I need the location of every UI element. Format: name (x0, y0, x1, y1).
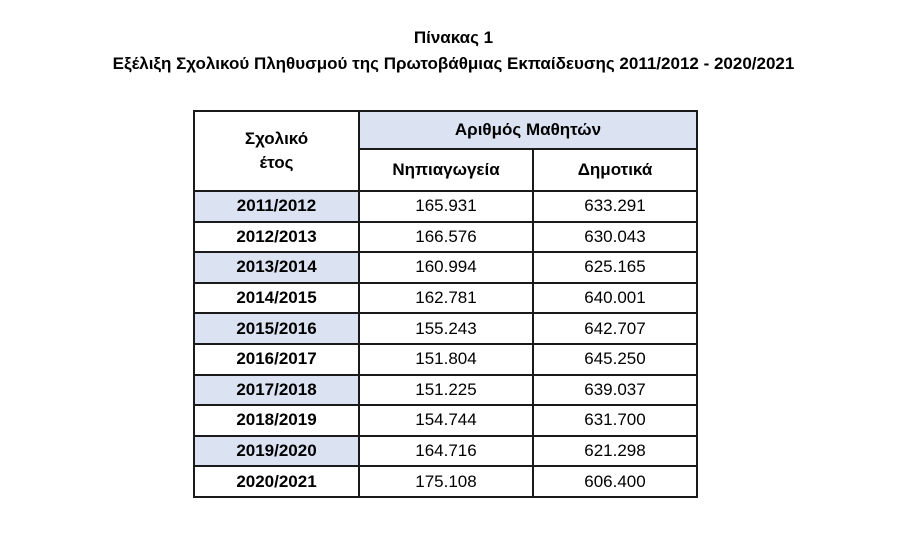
table-row (194, 466, 697, 497)
year-cell: 2018/2019 (194, 405, 359, 436)
kindergarten-cell: 165.931 (359, 191, 533, 222)
kindergarten-cell: 151.804 (359, 344, 533, 375)
kindergarten-cell: 162.781 (359, 283, 533, 314)
year-cell: 2013/2014 (194, 252, 359, 283)
year-cell: 2017/2018 (194, 375, 359, 406)
table-row (194, 344, 697, 375)
year-cell: 2014/2015 (194, 283, 359, 314)
primary-cell: 640.001 (533, 283, 697, 314)
primary-cell: 642.707 (533, 313, 697, 344)
students-table (193, 110, 698, 498)
table-caption: Πίνακας 1 (413, 28, 494, 47)
primary-cell: 606.400 (533, 466, 697, 497)
kindergarten-cell: 151.225 (359, 375, 533, 406)
kindergarten-cell: 175.108 (359, 466, 533, 497)
primary-cell: 631.700 (533, 405, 697, 436)
year-cell: 2015/2016 (194, 313, 359, 344)
year-cell: 2016/2017 (194, 344, 359, 375)
primary-cell: 639.037 (533, 375, 697, 406)
year-cell: 2012/2013 (194, 222, 359, 253)
students-count-header: Αριθμός Μαθητών (359, 111, 697, 149)
kindergarten-cell: 164.716 (359, 436, 533, 467)
primary-cell: 630.043 (533, 222, 697, 253)
table-row (194, 191, 697, 222)
table-row (194, 375, 697, 406)
primary-cell: 621.298 (533, 436, 697, 467)
table-row (194, 436, 697, 467)
primary-cell: 645.250 (533, 344, 697, 375)
table-title: Εξέλιξη Σχολικού Πληθυσμού της Πρωτοβάθμιας Εκπαίδευσης 2011/2012 - 2020/2021 (112, 54, 795, 73)
school-year-header-line1: Σχολικό (244, 129, 309, 148)
table-row (194, 252, 697, 283)
kindergarten-cell: 166.576 (359, 222, 533, 253)
year-cell: 2019/2020 (194, 436, 359, 467)
table-row (194, 405, 697, 436)
kindergarten-cell: 155.243 (359, 313, 533, 344)
primary-header: Δημοτικά (533, 149, 697, 191)
kindergarten-cell: 160.994 (359, 252, 533, 283)
year-cell: 2020/2021 (194, 466, 359, 497)
kindergarten-cell: 154.744 (359, 405, 533, 436)
table-row (194, 222, 697, 253)
primary-cell: 625.165 (533, 252, 697, 283)
table-row (194, 313, 697, 344)
table-row (194, 283, 697, 314)
primary-cell: 633.291 (533, 191, 697, 222)
kindergarten-header: Νηπιαγωγεία (359, 149, 533, 191)
school-year-header (194, 111, 359, 191)
school-year-header-line2: έτος (259, 153, 294, 172)
year-cell: 2011/2012 (194, 191, 359, 222)
